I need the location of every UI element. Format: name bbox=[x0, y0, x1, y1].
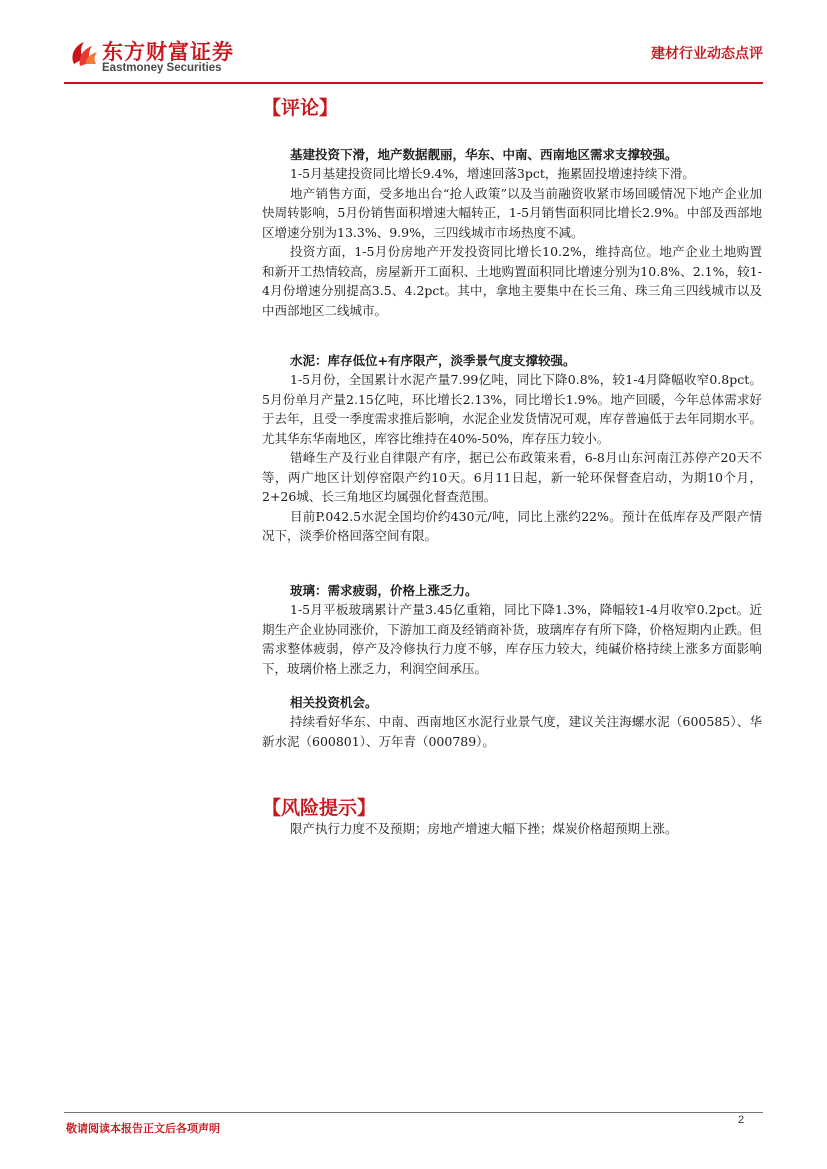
page-number: 2 bbox=[738, 1114, 745, 1126]
risk-text: 限产执行力度不及预期；房地产增速大幅下挫；煤炭价格超预期上涨。 bbox=[290, 821, 678, 836]
risk-title: 【风险提示】 bbox=[262, 797, 377, 819]
comment-section-4 bbox=[262, 693, 762, 751]
paragraph: 1-5月份，全国累计水泥产量7.99亿吨，同比下降0.8%，较1-4月降幅收窄0.8pct。5月份单月产量2.15亿吨，环比增长2.13%，同比增长1.9%。地产回暖，今年总体需求好于去年，且受一季度需求推后影响，水泥企业发货情况可观，库存普遍低于去年同期水平。尤其华东华南地区，库容比维持在40%-50%，库存压力较小。 bbox=[262, 372, 763, 446]
company-logo bbox=[66, 34, 256, 80]
section-heading: 玻璃：需求疲弱，价格上涨乏力。 bbox=[290, 583, 478, 598]
paragraph: 目前P.042.5水泥全国均价约430元/吨，同比上涨约22%。预计在低库存及严限产情况下，淡季价格回落空间有限。 bbox=[262, 508, 762, 543]
comment-section-3 bbox=[262, 581, 762, 678]
header-divider bbox=[64, 82, 763, 84]
paragraph: 持续看好华东、中南、西南地区水泥行业景气度，建议关注海螺水泥（600585）、华新水泥（600801）、万年青（000789）。 bbox=[262, 714, 762, 749]
section-heading: 基建投资下滑，地产数据靓丽，华东、中南、西南地区需求支撑较强。 bbox=[290, 147, 678, 162]
section-heading: 水泥：库存低位+有序限产，淡季景气度支撑较强。 bbox=[290, 353, 576, 368]
paragraph: 地产销售方面，受多地出台“抢人政策”以及当前融资收紧市场回暖情况下地产企业加快周转影响，5月份销售面积增速大幅转正，1-5月销售面积同比增长2.9%。中部及西部地区增速分别为13.3%、9.9%，三四线城市市场热度不减。 bbox=[262, 185, 762, 240]
footer-divider bbox=[64, 1112, 763, 1113]
eastmoney-logo-icon bbox=[66, 34, 100, 70]
comment-section-2 bbox=[262, 351, 762, 546]
report-type: 建材行业动态点评 bbox=[651, 46, 763, 62]
footer-disclaimer: 敬请阅读本报告正文后各项声明 bbox=[66, 1122, 220, 1135]
logo-chinese-name: 东方财富证券 bbox=[102, 40, 234, 64]
paragraph: 错峰生产及行业自律限产有序，据已公布政策来看，6-8月山东河南江苏停产20天不等，两广地区计划停窑限产约10天。6月11日起，新一轮环保督查启动，为期10个月，2+26城、长三角地区均属强化督查范围。 bbox=[262, 450, 762, 504]
paragraph: 1-5月基建投资同比增长9.4%，增速回落3pct，拖累固投增速持续下滑。 bbox=[290, 166, 695, 181]
page-header bbox=[0, 0, 827, 90]
section-heading: 相关投资机会。 bbox=[290, 695, 378, 710]
comment-section-1 bbox=[262, 145, 762, 320]
logo-english-name: Eastmoney Securities bbox=[102, 62, 222, 74]
paragraph: 投资方面，1-5月份房地产开发投资同比增长10.2%，维持高位。地产企业土地购置和新开工热情较高，房屋新开工面积、土地购置面积同比增速分别为10.8%、2.1%，较1-4月份增速分别提高3.5、4.2pct。其中，拿地主要集中在长三角、珠三角三四线城市以及中西部地区二线城市。 bbox=[262, 244, 762, 318]
risk-section bbox=[262, 819, 762, 839]
comment-title: 【评论】 bbox=[262, 97, 339, 119]
paragraph: 1-5月平板玻璃累计产量3.45亿重箱，同比下降1.3%，降幅较1-4月收窄0.2pct。近期生产企业协同涨价，下游加工商及经销商补货，玻璃库存有所下降，价格短期内止跌。但需求整体疲弱，停产及冷修执行力度不够，库存压力较大，纯碱价格持续上涨多方面影响下，玻璃价格上涨乏力，利润空间承压。 bbox=[262, 602, 763, 676]
